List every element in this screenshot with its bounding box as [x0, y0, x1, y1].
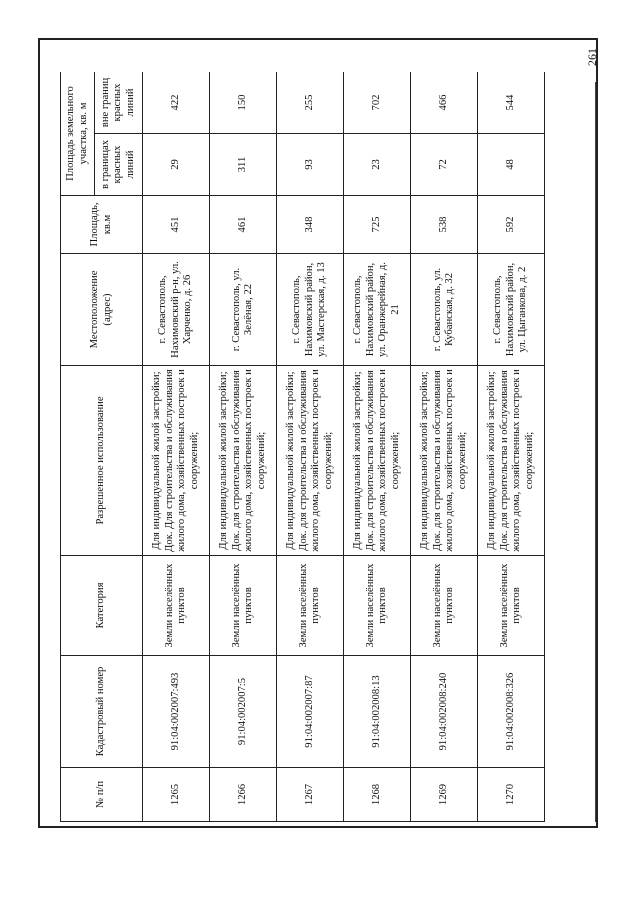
rotated-table-area	[60, 72, 594, 822]
page-rule	[595, 82, 596, 822]
cell-within: 93	[277, 134, 344, 196]
cell-num: 1266	[210, 768, 277, 822]
cell-within: 48	[478, 134, 545, 196]
header-area: Площадь, кв.м	[61, 196, 143, 254]
table-row	[277, 72, 344, 822]
header-category: Категория	[61, 556, 143, 656]
cell-num: 1268	[344, 768, 411, 822]
cell-cadastral: 91:04:002007:5	[210, 656, 277, 768]
header-location: Местоположение (адрес)	[61, 254, 143, 366]
cell-location: г. Севастополь, ул. Зелёная, 22	[210, 254, 277, 366]
cell-use: Для индивидуальной жилой застройки; Док. для строительства и обслуживания жилого дома, хозяйственных построек и сооружений;	[344, 366, 411, 556]
header-within-red: в границах красных линий	[95, 134, 143, 196]
cell-cadastral: 91:04:002007:493	[143, 656, 210, 768]
cell-category: Земли населённых пунктов	[411, 556, 478, 656]
cell-area: 461	[210, 196, 277, 254]
cell-outside: 150	[210, 72, 277, 134]
cell-category: Земли населённых пунктов	[210, 556, 277, 656]
cell-location: г. Севастополь, Нахимовский район, ул. Мастерская, д. 13	[277, 254, 344, 366]
cell-area: 451	[143, 196, 210, 254]
cell-location: г. Севастополь, Нахимовский район, ул. Оранжерейная, д. 21	[344, 254, 411, 366]
cell-area: 592	[478, 196, 545, 254]
header-plot-area: Площадь земельного участка, кв. м	[61, 72, 95, 196]
cell-outside: 466	[411, 72, 478, 134]
cell-location: г. Севастополь, Нахимовский район, ул. Цыганкова, д. 2	[478, 254, 545, 366]
header-permitted-use: Разрешенное использование	[61, 366, 143, 556]
cell-use: Для индивидуальной жилой застройки; Док. для строительства и обслуживания жилого дома, хозяйственных построек и сооружений;	[411, 366, 478, 556]
cell-area: 348	[277, 196, 344, 254]
cell-use: Для индивидуальной жилой застройки; Док. Для строительства и обслуживания жилого дома, хозяйственных построек и сооружений;	[143, 366, 210, 556]
header-num: № п/п	[61, 768, 143, 822]
cell-category: Земли населённых пунктов	[344, 556, 411, 656]
header-outside-red: вне границ красных линий	[95, 72, 143, 134]
table-row	[478, 72, 545, 822]
cell-outside: 255	[277, 72, 344, 134]
cell-location: г. Севастополь, ул. Кубанская, д. 32	[411, 254, 478, 366]
cell-use: Для индивидуальной жилой застройки; Док. для строительства и обслуживания жилого дома, хозяйственных построек и сооружений;	[210, 366, 277, 556]
cell-cadastral: 91:04:002008:13	[344, 656, 411, 768]
table-row	[344, 72, 411, 822]
cell-category: Земли населённых пунктов	[478, 556, 545, 656]
cell-cadastral: 91:04:002008:240	[411, 656, 478, 768]
page-number: 261	[585, 48, 599, 66]
cell-within: 29	[143, 134, 210, 196]
table-row	[210, 72, 277, 822]
header-cadastral: Кадастровый номер	[61, 656, 143, 768]
cell-num: 1265	[143, 768, 210, 822]
rotated-table-inner	[60, 72, 594, 822]
cell-outside: 702	[344, 72, 411, 134]
cell-use: Для индивидуальной жилой застройки; Док. для строительства и обслуживания жилого дома, хозяйственных построек и сооружений;	[277, 366, 344, 556]
cell-area: 538	[411, 196, 478, 254]
cell-cadastral: 91:04:002007:87	[277, 656, 344, 768]
cell-num: 1270	[478, 768, 545, 822]
cell-num: 1269	[411, 768, 478, 822]
cell-cadastral: 91:04:002008:326	[478, 656, 545, 768]
table-header-row	[61, 72, 95, 822]
cell-outside: 422	[143, 72, 210, 134]
table-row	[411, 72, 478, 822]
land-plots-table	[60, 72, 545, 822]
cell-within: 72	[411, 134, 478, 196]
cell-outside: 544	[478, 72, 545, 134]
cell-area: 725	[344, 196, 411, 254]
cell-num: 1267	[277, 768, 344, 822]
cell-within: 311	[210, 134, 277, 196]
cell-location: г. Севастополь, Нахимовский р-н, ул. Харченко, д. 26	[143, 254, 210, 366]
cell-use: Для индивидуальной жилой застройки; Док. для строительства и обслуживания жилого дома, хозяйственных построек и сооружений;	[478, 366, 545, 556]
cell-within: 23	[344, 134, 411, 196]
table-row	[143, 72, 210, 822]
cell-category: Земли населённых пунктов	[277, 556, 344, 656]
cell-category: Земли населённых пунктов	[143, 556, 210, 656]
